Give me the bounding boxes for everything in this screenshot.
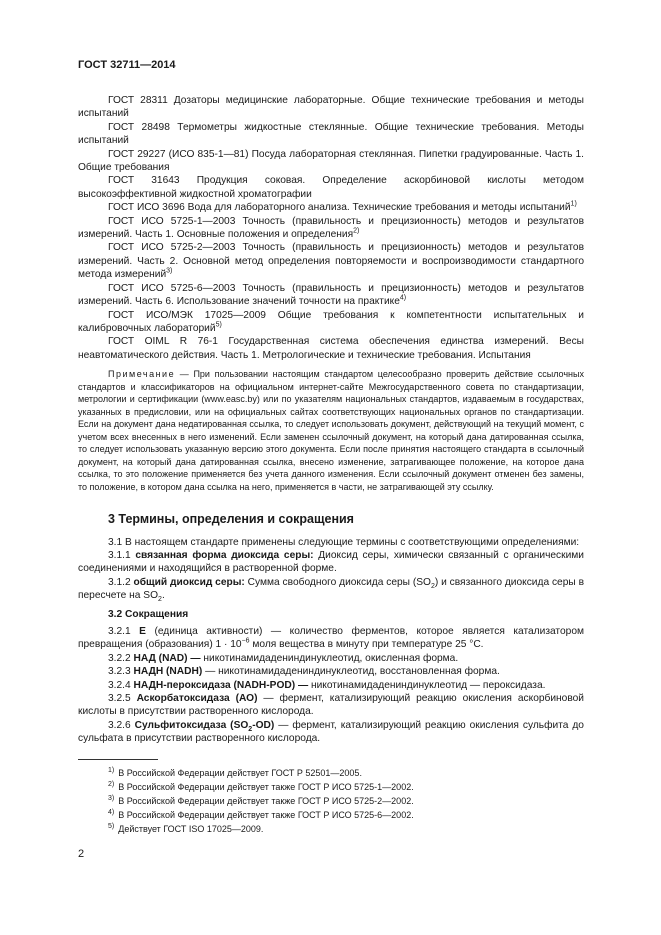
- reference-item: ГОСТ ИСО/МЭК 17025—2009 Общие требования к компетентности испытательных и калибровочных лабораторий$^{5)}$: [78, 309, 584, 334]
- page-body: [78, 94, 584, 836]
- abbreviation-item: 3.2.4 НАДН-пероксидаза (NADH-POD) — никотинамидадениндинуклеотид — пероксидаза.: [108, 679, 546, 691]
- terms-intro: 3.1 В настоящем стандарте применены следующие термины с соответствующими определениями:: [108, 536, 580, 548]
- note-label: Примечание: [108, 369, 176, 380]
- footnote: $^{5)}$ Действует ГОСТ ISO 17025—2009.: [108, 822, 264, 834]
- abbreviation-item: 3.2.5 Аскорбатоксидаза (АО) — фермент, катализирующий реакцию окисления аскорбиновой кислоты в присутствии растворенного кислорода.: [78, 693, 584, 718]
- abbreviation-item: 3.2.6 Сульфитоксидаза $(SO_2-OD)$ — фермент, катализирующий реакцию окисления сульфита до сульфата в присутствии растворенного кислорода.: [78, 719, 584, 745]
- reference-item: ГОСТ ИСО 5725-6—2003 Точность (правильность и прецизионность) методов и результатов измерений. Часть 6. Использование значений точности на практике$^{4)}$: [78, 282, 584, 308]
- footnote-divider: [78, 759, 158, 760]
- reference-item: ГОСТ 29227 (ИСО 835-1—81) Посуда лабораторная стеклянная. Пипетки градуированные. Часть 1. Общие требования: [78, 148, 584, 174]
- section-title: 3 Термины, определения и сокращения: [108, 512, 354, 527]
- footnote: $^{3)}$ В Российской Федерации действует также ГОСТ Р ИСО 5725-2—2002.: [108, 794, 414, 806]
- reference-item: ГОСТ ИСО 5725-2—2003 Точность (правильность и прецизионность) методов и результатов измерений. Часть 2. Основной метод определения повторяемости и воспроизводимости стандартного метода измерений$^{3)}$: [78, 242, 584, 281]
- document-header: ГОСТ 32711—2014: [78, 59, 176, 71]
- reference-note: [78, 368, 584, 493]
- reference-item: ГОСТ 28311 Дозаторы медицинские лабораторные. Общие технические требования и методы испытаний: [78, 95, 584, 120]
- reference-item: ГОСТ ИСО 5725-1—2003 Точность (правильность и прецизионность) методов и результатов измерений. Часть 1. Основные положения и определения$^{2)}$: [78, 215, 584, 241]
- term-name: общий диоксид серы:: [133, 576, 245, 588]
- abbreviation-item: 3.2.3 НАДН (NADH) — никотинамидадениндинуклеотид, восстановленная форма.: [108, 666, 500, 678]
- footnote: $^{2)}$ В Российской Федерации действует также ГОСТ Р ИСО 5725-1—2002.: [108, 780, 414, 792]
- abbreviation-item: 3.2.1 E (единица активности) — количество ферментов, которое является катализатором превращения (образования) $1 \cdot 10^{-6}$ моля вещества в минуту при температуре 25 °C.: [78, 625, 584, 651]
- subsection-title: 3.2 Сокращения: [108, 608, 189, 620]
- footnote: $^{4)}$ В Российской Федерации действует также ГОСТ Р ИСО 5725-6—2002.: [108, 808, 414, 820]
- reference-item: ГОСТ 31643 Продукция соковая. Определение аскорбиновой кислоты методом высокоэффективной жидкостной хроматографии: [78, 175, 584, 200]
- term-definition: 3.1.2 общий диоксид серы: Сумма свободного диоксида серы $(SO_2)$ и связанного диоксида серы в пересчете на $SO_2$.: [78, 576, 584, 604]
- reference-item: ГОСТ 28498 Термометры жидкостные стеклянные. Общие технические требования. Методы испытаний: [78, 121, 584, 147]
- reference-item: ГОСТ ИСО 3696 Вода для лабораторного анализа. Технические требования и методы испытаний$^{1)}$: [108, 200, 577, 214]
- footnote: $^{1)}$ В Российской Федерации действует ГОСТ Р 52501—2005.: [108, 766, 362, 778]
- abbreviation-item: 3.2.2 НАД (NAD) — никотинамидадениндинуклеотид, окисленная форма.: [108, 652, 459, 664]
- reference-item: ГОСТ OIML R 76-1 Государственная система обеспечения единства измерений. Весы неавтоматического действия. Часть 1. Метрологические и технические требования. Испытания: [78, 336, 584, 361]
- note-text: — При пользовании настоящим стандартом целесообразно проверить действие ссылочных стандартов и классификаторов на официальном интернет-сайте Межгосударственного совета по стандартизации, метрологии и сертификации (www.easc.by) или по указателям национальных стандартов, издаваемым в государствах, указанных в предисловии, или на официальных сайтах соответствующих национальных органов по стандартизации. Если на документ дана недатированная ссылка, то следует использовать документ, действующий на текущий момент, с учетом всех внесенных в него изменений. Если заменен ссылочный документ, на который дана датированная ссылка, то следует использовать указанную версию этого документа. Если после принятия настоящего стандарта в ссылочный документ, на который дана датированная ссылка, внесено изменение, затрагивающее положение, на которое дана ссылка, то это положение применяется без учета данного изменения. Если ссылочный документ отменен без замены, то положение, в котором дана ссылка на него, применяется в части, не затрагивающей эту ссылку.: [78, 369, 584, 492]
- term-definition: 3.1.1 связанная форма диоксида серы: Диоксид серы, химически связанный с органическими соединениями и находящийся в растворенной форме.: [78, 549, 584, 575]
- term-name: связанная форма диоксида серы:: [135, 549, 314, 561]
- page-number: 2: [78, 848, 85, 860]
